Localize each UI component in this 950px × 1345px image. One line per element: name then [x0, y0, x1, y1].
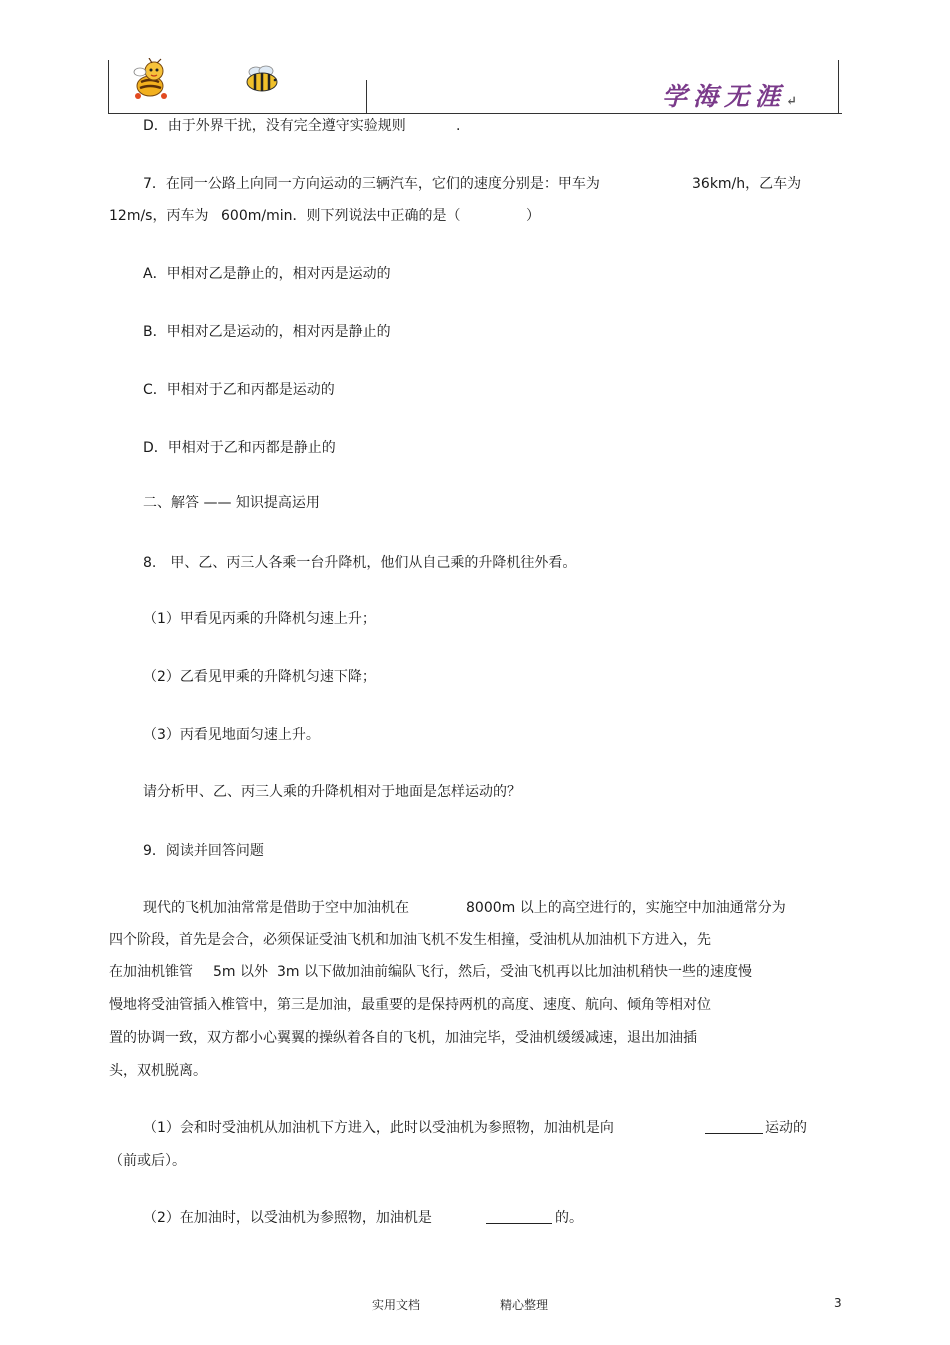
q9-sub1-c: （前或后）。: [109, 1153, 186, 1169]
q9-sub2-blank[interactable]: [486, 1209, 552, 1229]
q9-sub2-a: （2）在加油时，以受油机为参照物，加油机是: [143, 1210, 432, 1226]
q8-item-2: （2）乙看见甲乘的升降机匀速下降；: [143, 669, 376, 685]
bee-mascot-icon: [128, 58, 178, 102]
q8-item-1: （1）甲看见丙乘的升降机匀速上升；: [143, 611, 376, 627]
page-number: 3: [834, 1296, 842, 1310]
bee-icon: [242, 64, 282, 94]
q7-stem-line1-a: 7．在同一公路上向同一方向运动的三辆汽车，它们的速度分别是：甲车为: [143, 176, 600, 192]
q9-stem: 9．阅读并回答问题: [143, 843, 264, 859]
q7-option-a: A．甲相对乙是静止的，相对丙是运动的: [143, 266, 391, 282]
brand-text: 学海无涯: [662, 82, 787, 111]
q9-passage-line6: 头，双机脱离。: [109, 1063, 207, 1079]
q9-passage-line2: 四个阶段，首先是会合，必须保证受油飞机和加油飞机不发生相撞，受油机从加油机下方进入，先: [109, 932, 711, 948]
header-middle-rule: [366, 80, 367, 114]
q9-passage-line3-a: 在加油机锥管: [109, 964, 193, 980]
header-right-rule: [838, 60, 839, 114]
q9-passage-line4: 慢地将受油管插入椎管中，第三是加油，最重要的是保持两机的高度、速度、航向、倾角等相对位: [109, 997, 711, 1013]
q7-stem-line1-b: 36km/h，乙车为: [692, 176, 802, 192]
q9-sub1-b: 运动的: [765, 1120, 807, 1136]
q9-passage-line5: 置的协调一致，双方都小心翼翼的操纵着各自的飞机，加油完毕，受油机缓缓减速，退出加油插: [109, 1030, 697, 1046]
q7-option-b: B．甲相对乙是运动的，相对丙是静止的: [143, 324, 391, 340]
section2-title: 二、解答 —— 知识提高运用: [143, 495, 320, 511]
q9-passage-line3-b: 5m 以外: [213, 964, 268, 980]
q7-stem-line2-a: 12m/s，丙车为: [109, 208, 209, 224]
q7-stem-line2-c: ）: [526, 208, 540, 224]
q6-option-d-end: .: [456, 118, 461, 134]
footer-left-text: 实用文档: [372, 1298, 421, 1312]
header-left-rule: [108, 60, 109, 114]
q9-passage-line3-c: 3m 以下做加油前编队飞行，然后，受油飞机再以比加油机稍快一些的速度慢: [277, 964, 752, 980]
q7-option-c: C．甲相对于乙和丙都是运动的: [143, 382, 335, 398]
q9-sub2-b: 的。: [555, 1210, 583, 1226]
footer-middle-text: 精心整理: [500, 1298, 549, 1312]
q8-question: 请分析甲、乙、丙三人乘的升降机相对于地面是怎样运动的？: [143, 784, 521, 800]
brand-logo: [662, 80, 822, 114]
q9-sub1-a: （1）会和时受油机从加油机下方进入，此时以受油机为参照物，加油机是向: [143, 1120, 614, 1136]
q9-passage-line1-a: 现代的飞机加油常常是借助于空中加油机在: [143, 900, 409, 916]
q9-sub1-blank[interactable]: [705, 1119, 763, 1139]
q7-option-d: D．甲相对于乙和丙都是静止的: [143, 440, 336, 456]
return-mark: ↵: [786, 94, 797, 109]
q8-item-3: （3）丙看见地面匀速上升。: [143, 727, 320, 743]
q7-stem-line2-b: 600m/min．则下列说法中正确的是（: [221, 208, 461, 224]
q9-passage-line1-b: 8000m 以上的高空进行的，实施空中加油通常分为: [466, 900, 786, 916]
q6-option-d: D．由于外界干扰，没有完全遵守实验规则: [143, 118, 406, 134]
q8-stem: 8. 甲、乙、丙三人各乘一台升降机，他们从自己乘的升降机往外看。: [143, 555, 577, 571]
